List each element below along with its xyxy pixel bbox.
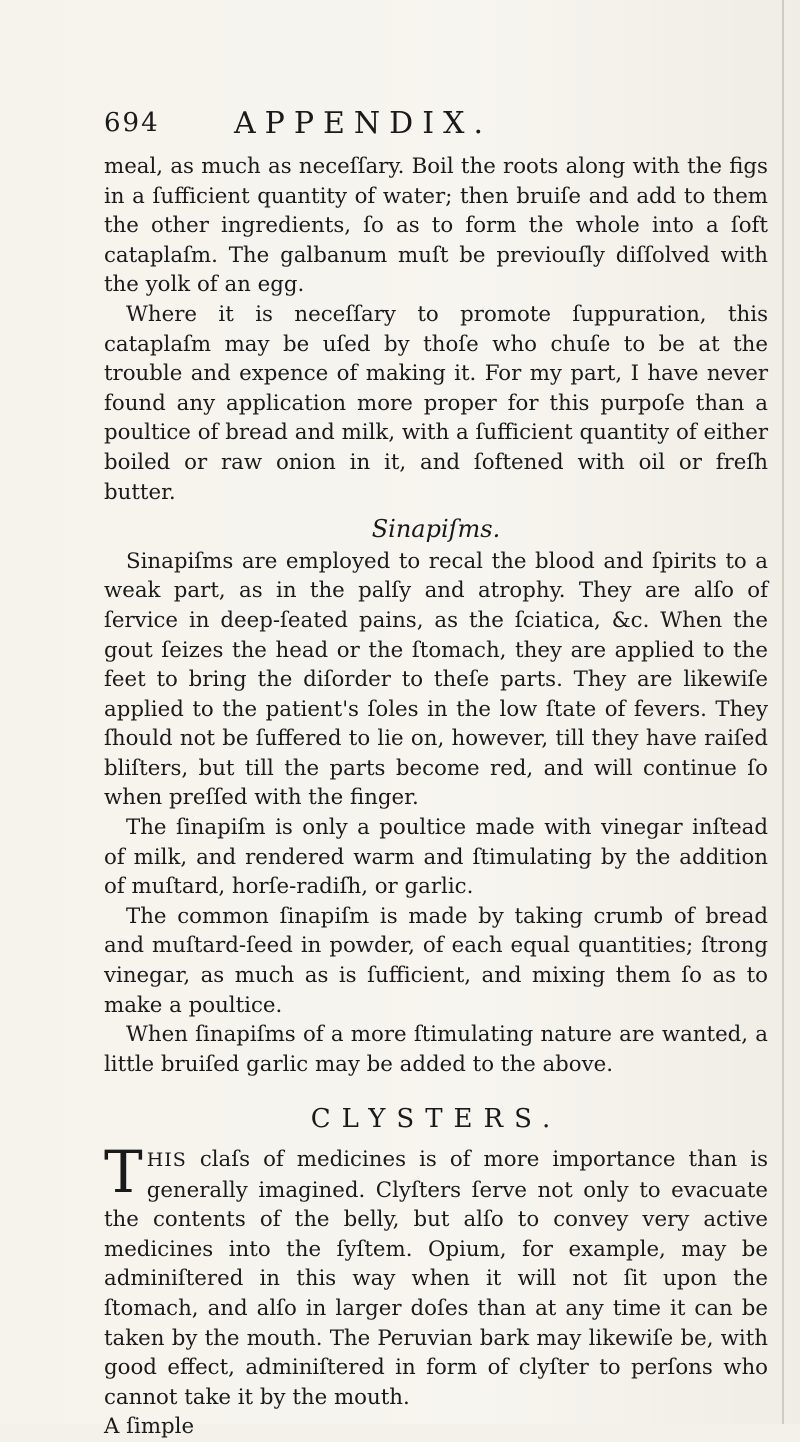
running-head: APPENDIX. bbox=[234, 106, 492, 141]
page-number: 694 bbox=[104, 108, 160, 138]
section-heading-clysters: CLYSTERS. bbox=[310, 1104, 562, 1135]
catchword: A ſimple bbox=[104, 1414, 195, 1440]
paragraph-clysters bbox=[104, 1138, 768, 1412]
paragraph: meal, as much as neceſſary. Boil the roots along with the figs in a ſufficient quantity of water; then bruiſe and add to them the other ingredients, ſo as to form the whole into a ſoft cataplaſm. The galbanum muſt be previouſly diſſolved with the yolk of an egg. bbox=[104, 154, 768, 298]
drop-cap: T bbox=[104, 1138, 143, 1206]
section-heading-sinapisms: Sinapiſms. bbox=[371, 515, 501, 544]
paragraph-text: claſs of medicines is of more importance than is generally imagined. Clyſters ſerve not only to evacuate the contents of the belly, but alſo to convey very active medicines into the ſyſtem. Opium, for example, may be adminiſtered in this way when it will not ſit upon the ſtomach, and alſo in larger doſes than at any time it can be taken by the mouth. The Peruvian bark may likewiſe be, with good effect, adminiſtered in form of clyſter to perſons who cannot take it by the mouth. bbox=[104, 1147, 768, 1410]
paragraph: Sinapiſms are employed to recal the blood and ſpirits to a weak part, as in the palſy and atrophy. They are alſo of ſervice in deep-ſeated pains, as the ſciatica, &c. When the gout ſeizes the head or the ſtomach, they are applied to the feet to bring the diſorder to theſe parts. They are likewiſe applied to the patient's ſoles in the low ſtate of fevers. They ſhould not be ſuffered to lie on, however, till they have raiſed bliſters, but till the parts become red, and will continue ſo when preſſed with the finger. bbox=[104, 548, 768, 811]
small-caps-word: HIS bbox=[146, 1149, 187, 1171]
page-header bbox=[104, 108, 768, 144]
paragraph: When ſinapiſms of a more ſtimulating nature are wanted, a little bruiſed garlic may be added to the above. bbox=[104, 1022, 768, 1077]
paragraph: The common ſinapiſm is made by taking crumb of bread and muſtard-ſeed in powder, of each equal quantities; ſtrong vinegar, as much as is ſufficient, and mixing them ſo as to make a poultice. bbox=[104, 903, 768, 1018]
body-text bbox=[104, 152, 768, 1442]
page-edge bbox=[782, 0, 784, 1424]
paragraph: The ſinapiſm is only a poultice made with vinegar inſtead of milk, and rendered warm and ſtimulating by the addition of muſtard, horſe-radiſh, or garlic. bbox=[104, 815, 768, 900]
paragraph: Where it is neceſſary to promote ſuppuration, this cataplaſm may be uſed by thoſe who chuſe to be at the trouble and expence of making it. For my part, I have never found any application more proper for this purpoſe than a poultice of bread and milk, with a ſufficient quantity of either boiled or raw onion in it, and ſoftened with oil or freſh butter. bbox=[104, 301, 768, 505]
